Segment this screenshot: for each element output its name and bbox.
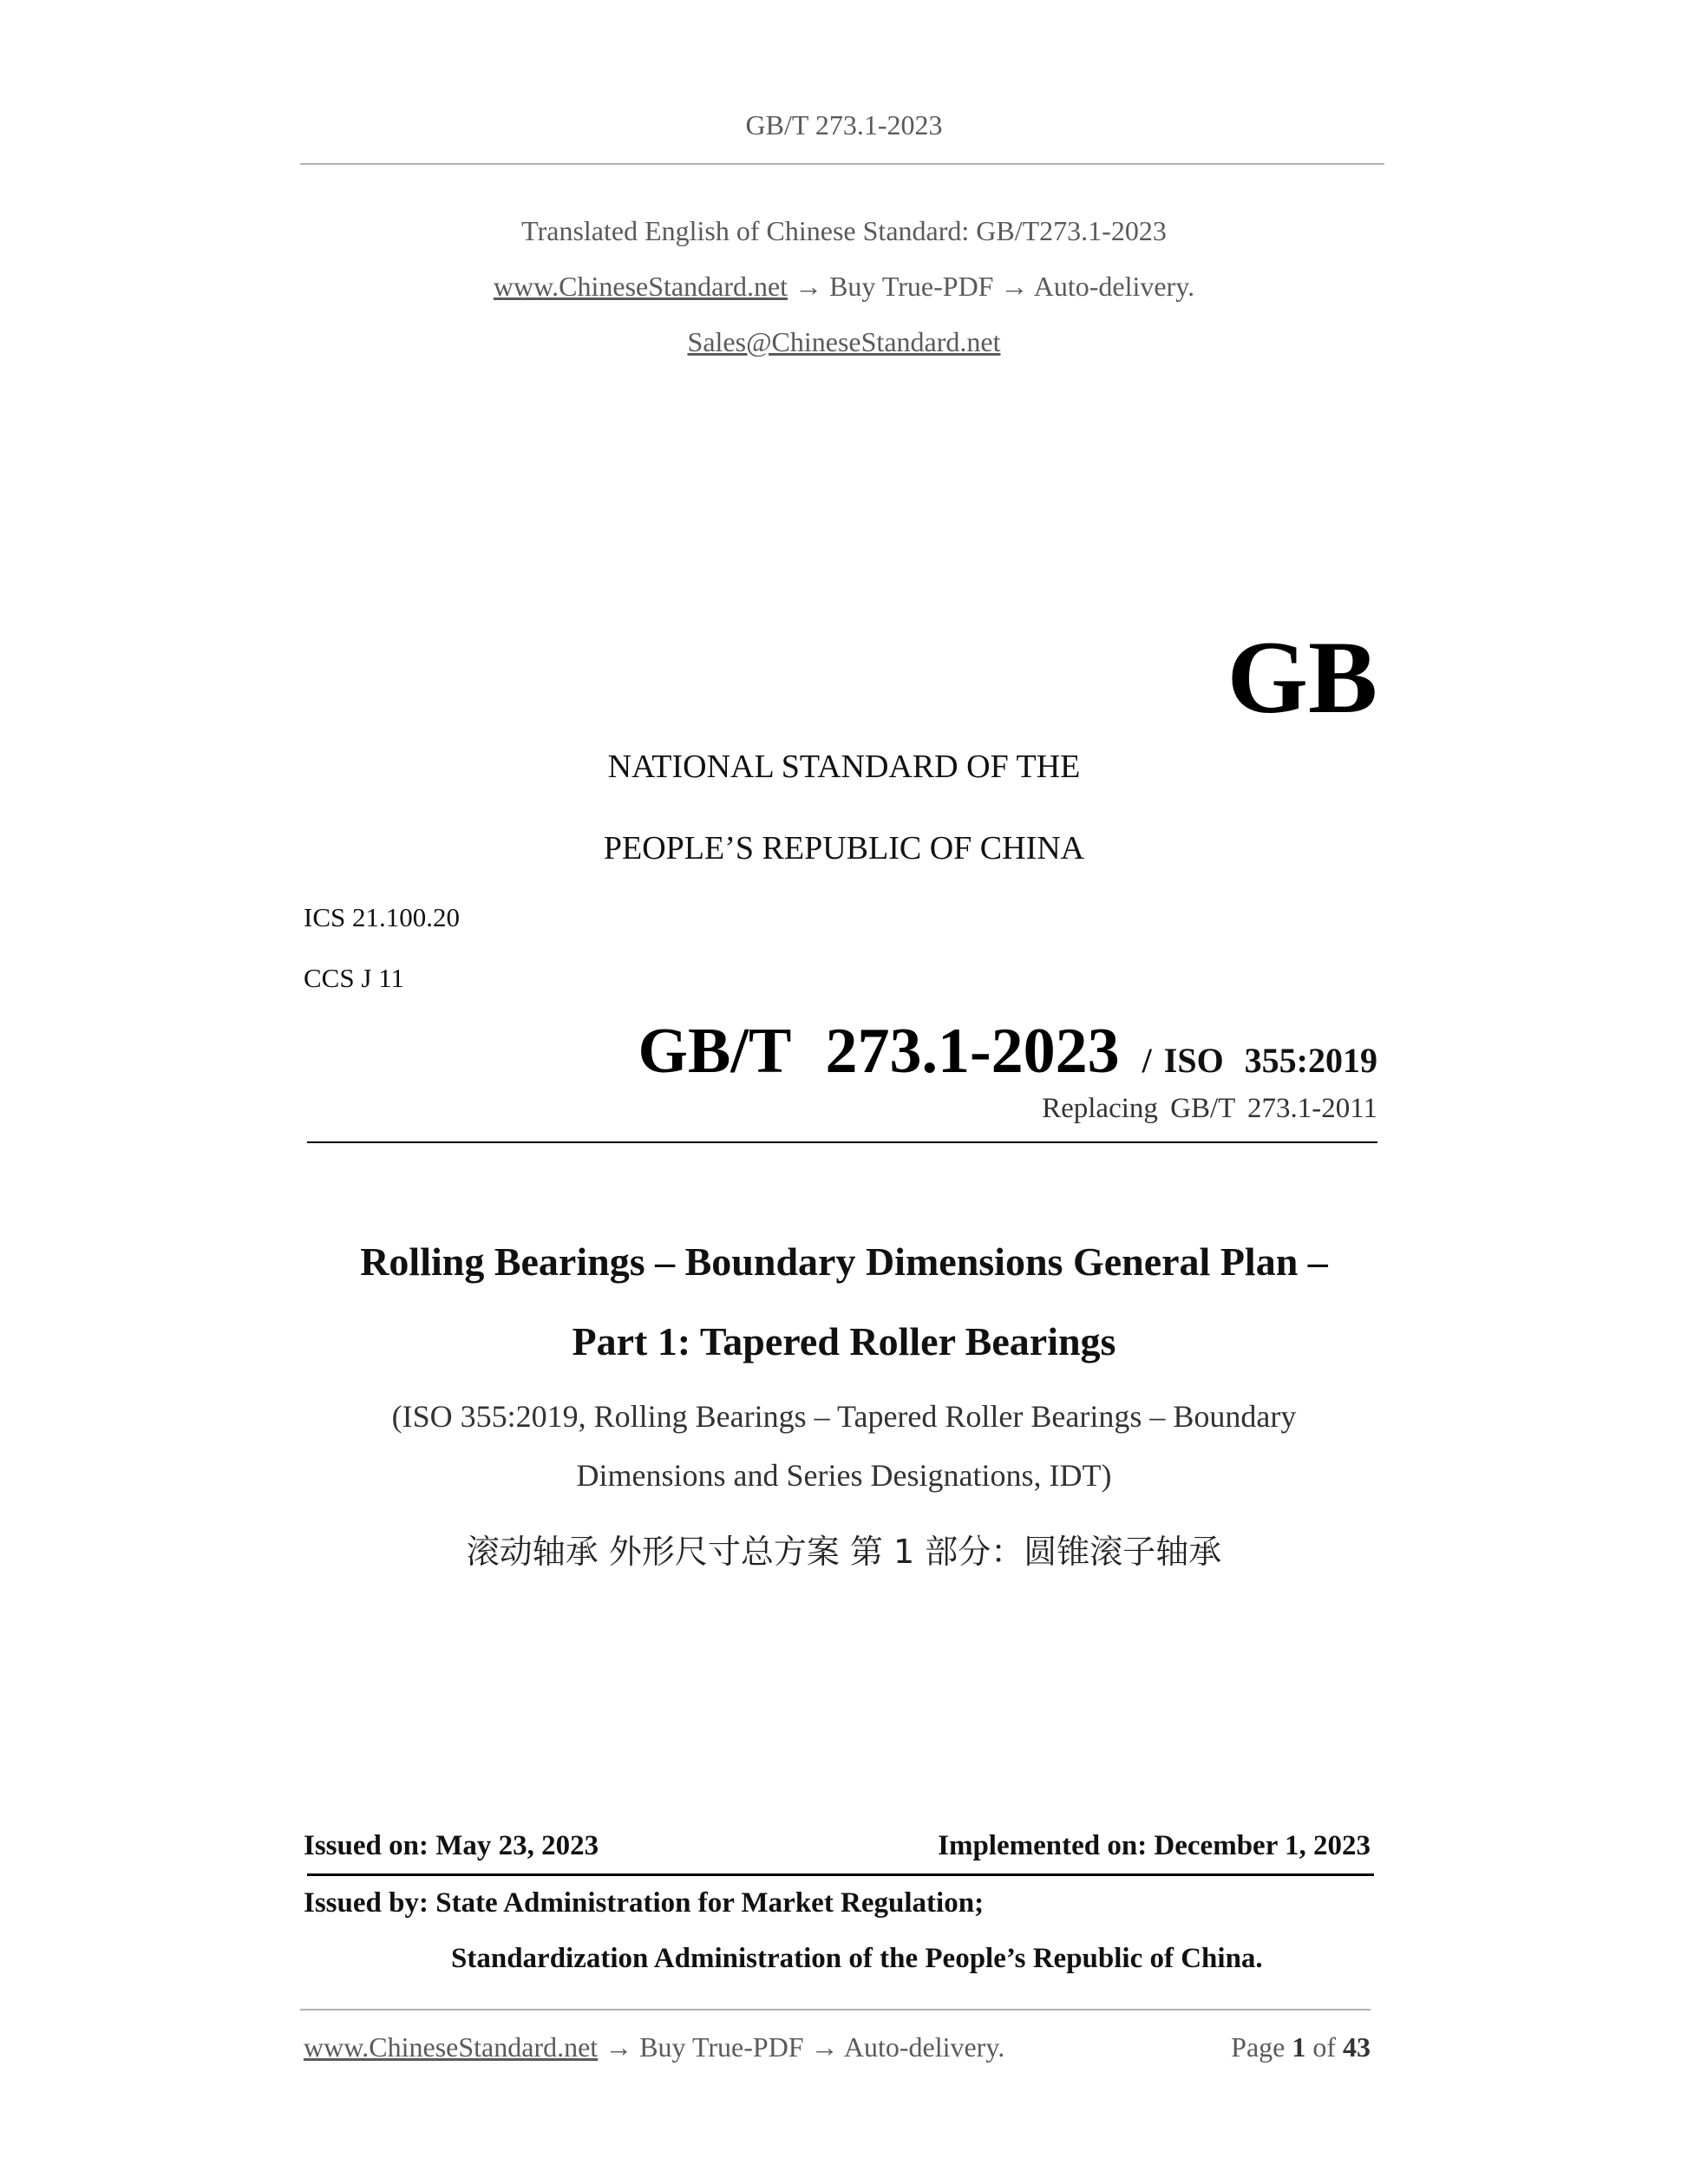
iso-equivalent: ISO 355:2019 xyxy=(1163,1041,1377,1080)
footer-divider xyxy=(300,2009,1371,2011)
national-standard-line-1: NATIONAL STANDARD OF THE xyxy=(607,749,1081,785)
document-subtitle-line-1: (ISO 355:2019, Rolling Bearings – Tapered Roller Bearings – Boundary xyxy=(391,1399,1297,1434)
issued-by-continued: Standardization Administration of the People’s Republic of China. xyxy=(451,1943,1263,1974)
implemented-on-date: Implemented on: December 1, 2023 xyxy=(938,1830,1371,1861)
sales-email-link[interactable]: Sales@ChineseStandard.net xyxy=(687,326,1001,357)
header-site-link[interactable]: www.ChineseStandard.net xyxy=(493,271,788,302)
standard-slash: / xyxy=(1142,1041,1152,1080)
document-title-line-2: Part 1: Tapered Roller Bearings xyxy=(572,1319,1116,1363)
footer-site-suffix: → Buy True-PDF → Auto-delivery. xyxy=(598,2031,1005,2063)
page-of: of xyxy=(1312,2031,1336,2063)
header-site-line xyxy=(0,271,1688,303)
ccs-code: CCS J 11 xyxy=(304,963,405,993)
issued-on-date: Issued on: May 23, 2023 xyxy=(304,1830,599,1861)
ics-code: ICS 21.100.20 xyxy=(304,902,460,932)
title-divider xyxy=(307,1141,1377,1143)
translation-notice: Translated English of Chinese Standard: GB/T273.1-2023 xyxy=(521,215,1167,246)
footer-site-link[interactable]: www.ChineseStandard.net xyxy=(304,2031,599,2063)
chinese-title: 滚动轴承 外形尺寸总方案 第 1 部分：圆锥滚子轴承 xyxy=(466,1533,1222,1571)
header-document-code: GB/T 273.1-2023 xyxy=(745,109,943,141)
document-title-line-1: Rolling Bearings – Boundary Dimensions General Plan – xyxy=(360,1239,1328,1284)
gb-logo: GB xyxy=(1227,619,1377,735)
page-total: 43 xyxy=(1343,2031,1371,2063)
header-site-suffix: → Buy True-PDF → Auto-delivery. xyxy=(788,271,1195,302)
issuance-divider xyxy=(307,1873,1374,1876)
replacing-standard: Replacing GB/T 273.1-2011 xyxy=(1042,1093,1377,1124)
national-standard-line-2: PEOPLE’S REPUBLIC OF CHINA xyxy=(603,830,1085,866)
standard-number-block xyxy=(638,1015,1377,1089)
standard-number: GB/T 273.1-2023 xyxy=(638,1016,1120,1087)
page-indicator xyxy=(1231,2031,1371,2063)
header-sales-line xyxy=(0,326,1688,358)
page-label: Page xyxy=(1231,2031,1286,2063)
page-current: 1 xyxy=(1292,2031,1306,2063)
header-divider xyxy=(300,163,1384,165)
issued-by: Issued by: State Administration for Market Regulation; xyxy=(304,1887,985,1919)
document-subtitle-line-2: Dimensions and Series Designations, IDT) xyxy=(576,1458,1112,1493)
footer-site-line xyxy=(304,2031,1004,2063)
